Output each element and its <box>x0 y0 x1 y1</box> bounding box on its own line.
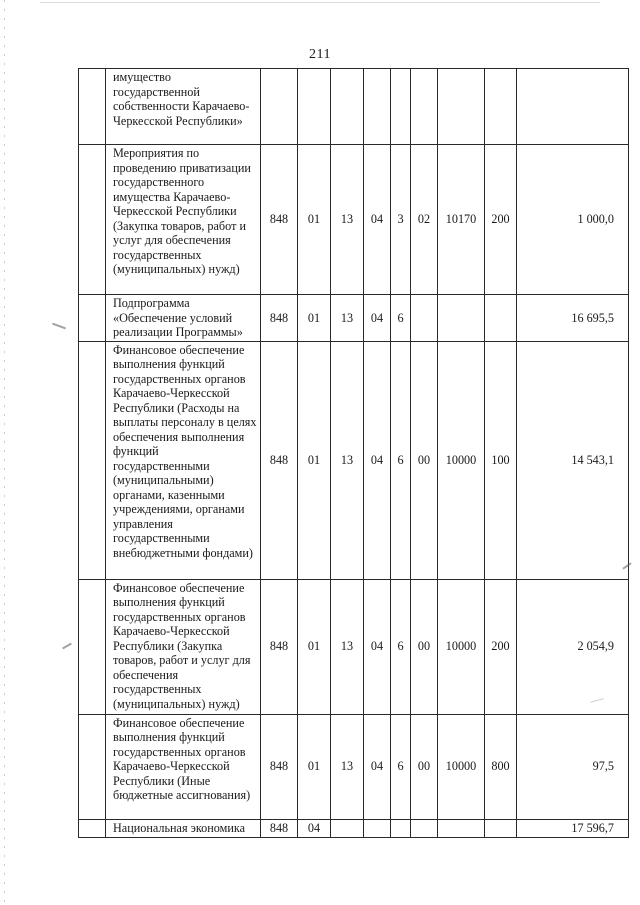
amount-cell: 17 596,7 <box>517 819 629 837</box>
subsection-code <box>331 819 364 837</box>
blank-cell <box>79 69 106 145</box>
scan-left-edge <box>4 0 5 905</box>
table-row <box>79 579 629 714</box>
event-code: 02 <box>411 145 438 295</box>
subsection-code: 13 <box>331 145 364 295</box>
row-name: Подпрограмма «Обеспечение условий реализации Программы» <box>106 295 261 342</box>
table-row <box>79 819 629 837</box>
blank-cell <box>79 714 106 819</box>
page-number: 211 <box>309 47 331 62</box>
event-code <box>411 295 438 342</box>
amount-cell: 1 000,0 <box>517 145 629 295</box>
expense-type-code <box>485 819 517 837</box>
subsection-code <box>331 69 364 145</box>
direction-code: 10000 <box>438 579 485 714</box>
event-code <box>411 819 438 837</box>
program-code: 04 <box>364 579 391 714</box>
ministry-code: 848 <box>261 341 298 579</box>
ministry-code: 848 <box>261 819 298 837</box>
event-code: 00 <box>411 579 438 714</box>
budget-table <box>78 68 629 838</box>
section-code: 01 <box>298 714 331 819</box>
amount-cell <box>517 69 629 145</box>
event-code <box>411 69 438 145</box>
section-code: 01 <box>298 145 331 295</box>
expense-type-code: 800 <box>485 714 517 819</box>
scan-artifact <box>52 323 66 330</box>
event-code: 00 <box>411 341 438 579</box>
direction-code: 10000 <box>438 341 485 579</box>
subprogram-code: 6 <box>391 714 411 819</box>
blank-cell <box>79 819 106 837</box>
scan-top-edge <box>40 2 600 3</box>
expense-type-code: 200 <box>485 579 517 714</box>
table-row <box>79 145 629 295</box>
row-name: имущество государственной собственности Карачаево-Черкесской Республики» <box>106 69 261 145</box>
program-code: 04 <box>364 145 391 295</box>
event-code: 00 <box>411 714 438 819</box>
expense-type-code: 100 <box>485 341 517 579</box>
program-code <box>364 69 391 145</box>
amount-cell: 16 695,5 <box>517 295 629 342</box>
section-code: 04 <box>298 819 331 837</box>
row-name: Финансовое обеспечение выполнения функций государственных органов Карачаево-Черкесской Республики (Закупка товаров, работ и услуг для обеспечения государственных (муниципальных) нужд) <box>106 579 261 714</box>
direction-code <box>438 69 485 145</box>
ministry-code: 848 <box>261 145 298 295</box>
expense-type-code: 200 <box>485 145 517 295</box>
ministry-code: 848 <box>261 295 298 342</box>
row-name: Финансовое обеспечение выполнения функций государственных органов Карачаево-Черкесской Республики (Иные бюджетные ассигнования) <box>106 714 261 819</box>
blank-cell <box>79 295 106 342</box>
row-name: Национальная экономика <box>106 819 261 837</box>
program-code <box>364 819 391 837</box>
subprogram-code <box>391 819 411 837</box>
subprogram-code: 6 <box>391 341 411 579</box>
subsection-code: 13 <box>331 295 364 342</box>
program-code: 04 <box>364 714 391 819</box>
section-code <box>298 69 331 145</box>
program-code: 04 <box>364 295 391 342</box>
table-row <box>79 341 629 579</box>
expense-type-code <box>485 295 517 342</box>
subprogram-code <box>391 69 411 145</box>
amount-cell: 14 543,1 <box>517 341 629 579</box>
direction-code: 10170 <box>438 145 485 295</box>
program-code: 04 <box>364 341 391 579</box>
direction-code: 10000 <box>438 714 485 819</box>
row-name: Финансовое обеспечение выполнения функций государственных органов Карачаево-Черкесской Республики (Расходы на выплаты персоналу в целях обеспечения выполнения функций государственными (муниципальными) органами, казенными учреждениями, органами управления государственными внебюджетными фондами) <box>106 341 261 579</box>
subprogram-code: 6 <box>391 579 411 714</box>
blank-cell <box>79 579 106 714</box>
blank-cell <box>79 341 106 579</box>
section-code: 01 <box>298 295 331 342</box>
direction-code <box>438 295 485 342</box>
section-code: 01 <box>298 341 331 579</box>
ministry-code: 848 <box>261 579 298 714</box>
subsection-code: 13 <box>331 714 364 819</box>
table-row <box>79 69 629 145</box>
table-row <box>79 295 629 342</box>
blank-cell <box>79 145 106 295</box>
amount-cell: 97,5 <box>517 714 629 819</box>
subprogram-code: 6 <box>391 295 411 342</box>
subprogram-code: 3 <box>391 145 411 295</box>
subsection-code: 13 <box>331 579 364 714</box>
subsection-code: 13 <box>331 341 364 579</box>
amount-cell: 2 054,9 <box>517 579 629 714</box>
ministry-code <box>261 69 298 145</box>
ministry-code: 848 <box>261 714 298 819</box>
table-row <box>79 714 629 819</box>
scan-artifact <box>62 643 72 650</box>
direction-code <box>438 819 485 837</box>
expense-type-code <box>485 69 517 145</box>
section-code: 01 <box>298 579 331 714</box>
row-name: Мероприятия по проведению приватизации государственного имущества Карачаево-Черкесской Республики (Закупка товаров, работ и услуг для обеспечения государственных (муниципальных) нужд) <box>106 145 261 295</box>
